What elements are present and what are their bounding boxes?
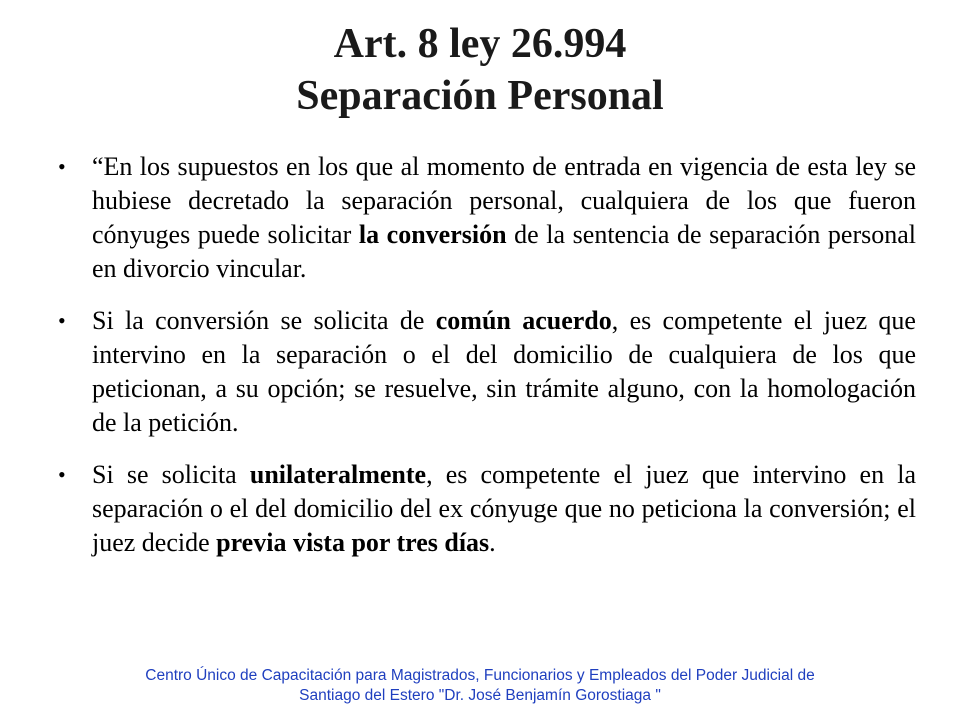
bullet-text: de la sentencia de separación personal en divorcio vincular. <box>92 220 917 283</box>
footer-line-1: Centro Único de Capacitación para Magistrados, Funcionarios y Empleados del Poder Judicial de <box>145 667 815 684</box>
bullet-text: “En los supuestos en los que al momento de entrada en vigencia de esta ley se hubiese decretado la separación personal, cualquiera de los que fueron cónyuges puede solicitar <box>92 152 916 249</box>
bullet-text: , es competente el juez que intervino en la separación o el del domicilio de cualquiera de los que peticionan, a su opción; se resuelve, sin trámite alguno, con la homologación de la petición. <box>92 306 916 437</box>
bullet-dot-icon: • <box>58 462 66 487</box>
bullet-item <box>50 458 916 560</box>
slide-title <box>0 18 960 122</box>
bullet-list <box>50 150 916 578</box>
bullet-text: , es competente el juez que intervino en la separación o el del domicilio del ex cónyuge que no peticiona la conversión; el juez decide <box>92 460 916 557</box>
bullet-item <box>50 150 916 286</box>
bullet-text: Si se solicita <box>92 460 250 489</box>
bullet-emphasis: la conversión <box>358 220 507 249</box>
bullet-emphasis: común acuerdo <box>435 306 612 335</box>
footer-credit <box>0 666 960 706</box>
bullet-text: Si la conversión se solicita de <box>92 306 436 335</box>
title-line-2: Separación Personal <box>296 73 664 119</box>
bullet-dot-icon: • <box>58 308 66 333</box>
bullet-dot-icon: • <box>58 154 66 179</box>
bullet-emphasis: previa vista por tres días <box>216 528 490 557</box>
bullet-item <box>50 304 916 440</box>
bullet-text: . <box>489 528 496 557</box>
bullet-emphasis: unilateralmente <box>249 460 427 489</box>
footer-line-2: Santiago del Estero "Dr. José Benjamín Gorostiaga " <box>299 687 661 704</box>
title-line-1: Art. 8 ley 26.994 <box>333 21 627 67</box>
